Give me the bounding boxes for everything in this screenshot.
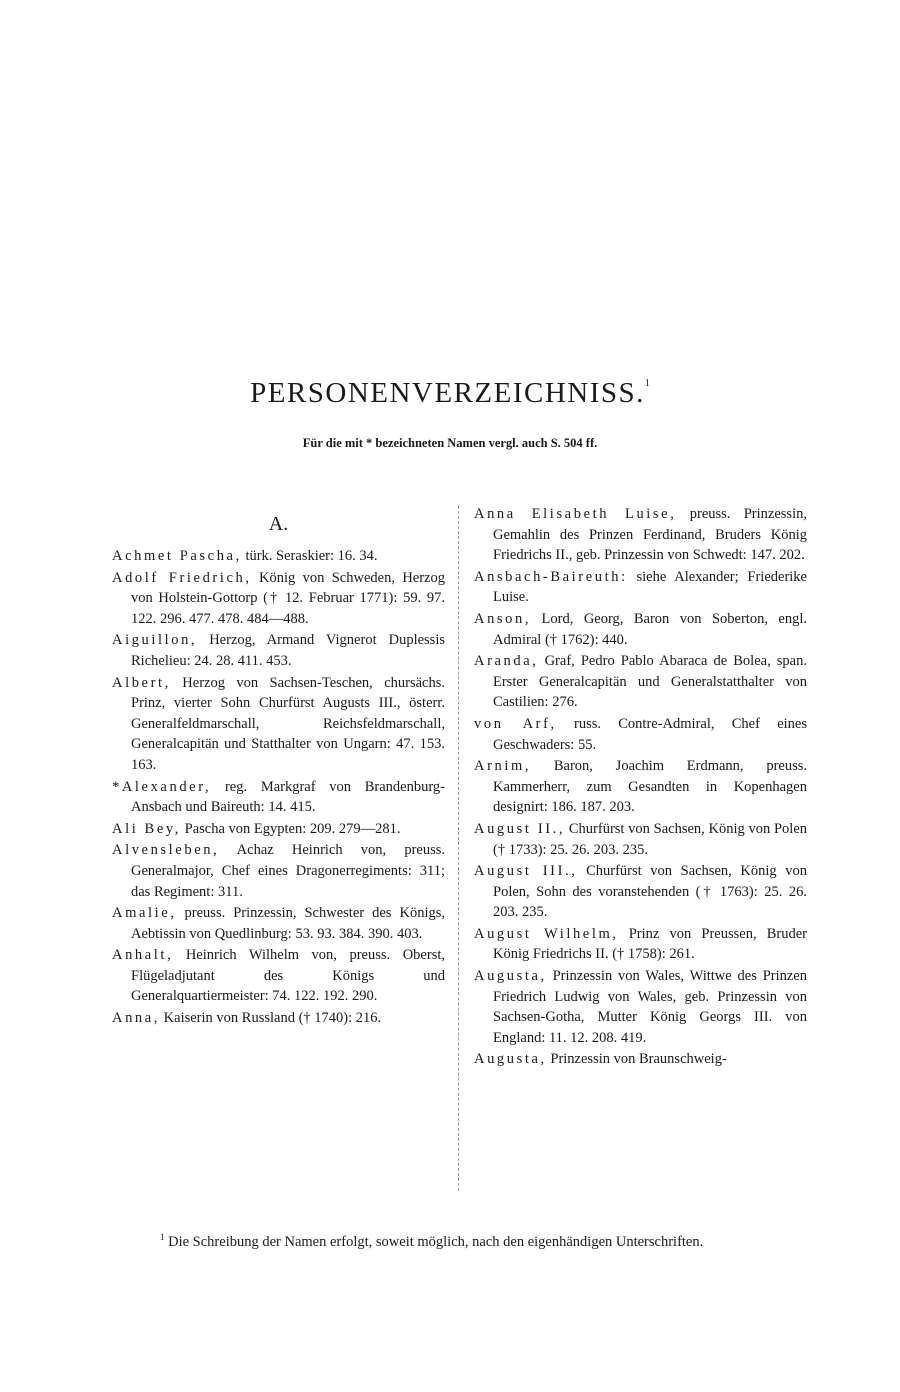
section-letter: A.: [268, 513, 289, 535]
index-entry: [112, 1008, 445, 1029]
index-entry: [474, 609, 807, 650]
index-entry: [474, 924, 807, 965]
entry-name: Augusta,: [474, 968, 547, 985]
entry-name: Adolf Friedrich,: [112, 569, 252, 586]
entry-name: Anson,: [474, 610, 532, 627]
entry-text: russ. Contre-Admiral, Chef eines Geschwaders: 55.: [493, 715, 807, 753]
index-entry: [474, 1049, 807, 1070]
footnote: [112, 1227, 806, 1253]
entry-name: von Arf,: [474, 715, 557, 732]
entry-name: Anna,: [112, 1010, 161, 1027]
entry-text: preuss. Prinzessin, Gemahlin des Prinzen Ferdinand, Bruders König Friedrichs II., geb. Prinzessin von Schwedt: 147. 202.: [493, 506, 807, 564]
entry-text: Lord, Georg, Baron von Soberton, engl. Admiral († 1762): 440.: [493, 610, 807, 648]
index-entry: [474, 756, 807, 818]
entry-name: Ali Bey,: [112, 820, 181, 837]
entry-text: Kaiserin von Russland († 1740): 216.: [160, 1010, 382, 1027]
entry-name: Augusta,: [474, 1051, 547, 1068]
index-entry: [112, 777, 445, 818]
entry-name: Anhalt,: [112, 947, 174, 964]
entry-text: reg. Markgraf von Brandenburg-Ansbach und Baireuth: 14. 415.: [131, 778, 445, 816]
entry-name: August II.,: [474, 820, 566, 837]
index-entry: [474, 504, 807, 566]
entry-text: Achaz Heinrich von, preuss. Generalmajor, Chef eines Dragonerregiments: 311; das Regiment: 311.: [131, 842, 445, 900]
index-entry: [112, 903, 445, 944]
entry-name: Alvensleben,: [112, 842, 220, 859]
index-entry: [112, 673, 445, 776]
subtitle-note: Für die mit * bezeichneten Namen vergl. auch S. 504 ff.: [302, 436, 598, 450]
entry-text: Churfürst von Sachsen, König von Polen († 1733): 25. 26. 203. 235.: [493, 820, 808, 858]
entry-text: siehe Alexander; Friederike Luise.: [493, 568, 807, 606]
entry-name: Aiguillon,: [112, 632, 198, 649]
title-footnote-mark: 1: [644, 378, 650, 390]
entry-name: August III.,: [474, 863, 578, 880]
entry-text: Churfürst von Sachsen, König von Polen, Sohn des voranstehenden († 1763): 25. 26. 203. 235.: [493, 863, 807, 921]
footnote-mark: 1: [160, 1232, 165, 1242]
index-entry: [474, 567, 807, 608]
entry-text: türk. Seraskier: 16. 34.: [241, 548, 378, 564]
index-entry: [112, 630, 445, 671]
entry-name: Amalie,: [112, 905, 177, 922]
page-title: [0, 377, 900, 410]
index-entry: [474, 714, 807, 755]
index-entry: [474, 966, 807, 1048]
entry-text: Heinrich Wilhelm von, preuss. Oberst, Flügeladjutant des Königs und Generalquartiermeister: 74. 122. 192. 290.: [131, 947, 445, 1005]
entry-text: Herzog von Sachsen-Teschen, chursächs. Prinz, vierter Sohn Churfürst Augusts III., österr. Generalfeldmarschall, Reichsfeldmarschall, Generalcapitän und Statthalter von Ungarn: 47. 153. 163.: [131, 674, 445, 773]
index-entry: [112, 568, 445, 630]
index-entry: [474, 651, 807, 713]
entry-text: Herzog, Armand Vignerot Duplessis Richelieu: 24. 28. 411. 453.: [131, 632, 445, 669]
page-title-text: PERSONENVERZEICHNISS.: [250, 377, 645, 410]
index-entry: [474, 819, 807, 860]
entry-text: König von Schweden, Herzog von Holstein-Gottorp († 12. Februar 1771): 59. 97. 122. 296. 477. 478. 484—488.: [131, 569, 445, 627]
entry-name: August Wilhelm,: [474, 925, 619, 942]
entry-name: Arnim,: [474, 758, 532, 775]
index-entry: [112, 546, 445, 567]
entry-text: Baron, Joachim Erdmann, preuss. Kammerherr, zum Gesandten in Kopenhagen designirt: 186. 187. 203.: [493, 758, 807, 816]
entry-name: Anna Elisabeth Luise,: [474, 506, 677, 522]
entry-name: Achmet Pascha,: [112, 548, 242, 564]
entry-name: Aranda,: [474, 653, 539, 670]
index-entry: [112, 840, 445, 902]
entry-text: preuss. Prinzessin, Schwester des Königs, Aebtissin von Quedlinburg: 53. 93. 384. 390. 403.: [131, 905, 445, 942]
entry-text: Prinz von Preussen, Bruder König Friedrichs II. († 1758): 261.: [493, 925, 807, 963]
footnote-text: Die Schreibung der Namen erfolgt, soweit möglich, nach den eigenhändigen Unterschriften.: [164, 1234, 704, 1250]
index-entry: [112, 819, 445, 840]
entry-text: Prinzessin von Braunschweig-: [546, 1051, 727, 1068]
right-column: [474, 504, 807, 1071]
left-column: [112, 504, 445, 1030]
entry-name: *Alexander,: [112, 778, 212, 795]
entry-text: Prinzessin von Wales, Wittwe des Prinzen Friedrich Ludwig von Wales, geb. Prinzessin von Sachsen-Gotha, Mutter König Georgs III. von England: 11. 12. 208. 419.: [493, 968, 807, 1046]
index-entry: [112, 945, 445, 1007]
entry-name: Albert,: [112, 674, 171, 691]
column-divider: [458, 506, 459, 1191]
index-entry: [474, 861, 807, 923]
entry-text: Pascha von Egypten: 209. 279—281.: [181, 820, 401, 837]
entry-text: Graf, Pedro Pablo Abaraca de Bolea, span. Erster Generalcapitän und Generalstatthalter von Castilien: 276.: [493, 653, 807, 711]
entry-name: Ansbach-Baireuth:: [474, 568, 628, 585]
